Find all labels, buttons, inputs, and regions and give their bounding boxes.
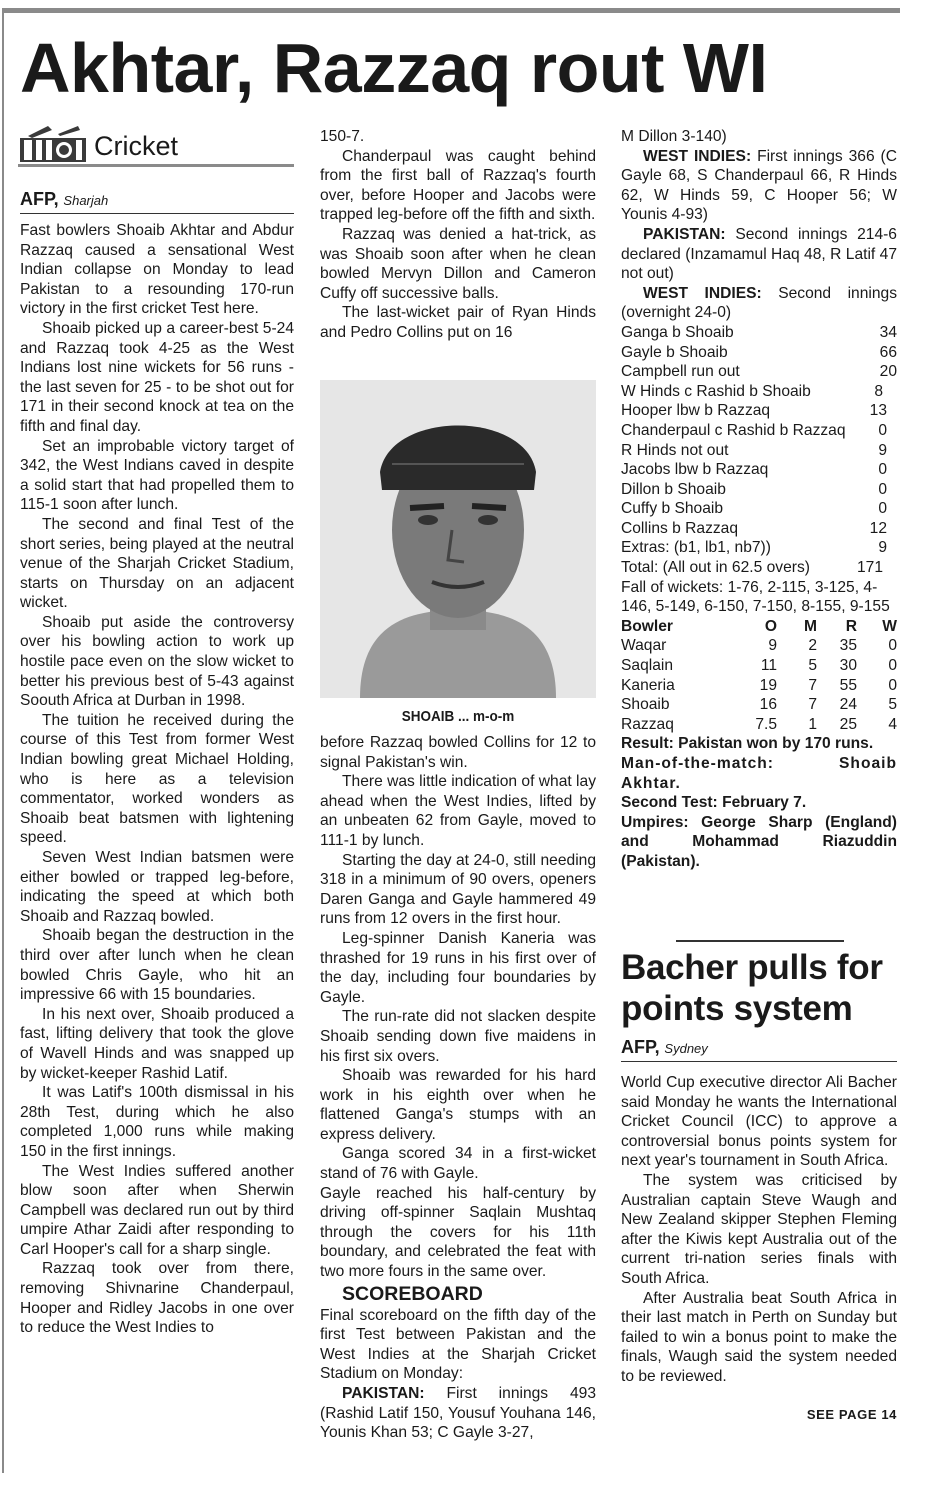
second-test-date: Second Test: February 7.	[621, 794, 807, 812]
article-column-2-bottom	[320, 733, 596, 1443]
paragraph: Set an improbable victory target of 342, the West Indians caved in despite a solid start that had propelled them to 115-1 soon after lunch.	[20, 437, 294, 514]
paragraph: Razzaq was denied a hat-trick, as was Shoaib soon after when he clean bowled Mervyn Dillon and Cameron Cuffy off successive balls.	[320, 225, 596, 302]
paragraph: The last-wicket pair of Ryan Hinds and Pedro Collins put on 16	[320, 304, 596, 341]
paragraph: Starting the day at 24-0, still needing 318 in a minimum of 90 overs, openers Daren Ganga and Gayle hammered 49 runs from 12 overs in the first hour.	[320, 851, 596, 928]
overs: 11	[760, 657, 777, 675]
umpires: Umpires: George Sharp (England) and Mohammad Riazuddin (Pakistan).	[621, 813, 897, 870]
runs: 24	[839, 696, 857, 714]
batsman: Extras: (b1, lb1, nb7))	[621, 539, 771, 557]
pak-first-innings	[320, 1384, 596, 1443]
paragraph: Chanderpaul was caught behind from the first ball of Razzaq's fourth over, before Hooper and Jacobs were trapped leg-before off the fifth and sixth.	[320, 147, 596, 224]
paragraph: The system was criticised by Australian captain Steve Waugh and New Zealand skipper Stephen Fleming after the Kiwis kept Australia out of the current tri-nation series finals with South Africa.	[621, 1171, 897, 1287]
batting-row	[621, 421, 897, 441]
article-column-2-top	[320, 127, 596, 343]
pak-second-innings	[621, 225, 897, 284]
batsman: Hooper lbw b Razzaq	[621, 402, 771, 420]
wickets: 0	[888, 637, 897, 655]
runs: 171	[856, 559, 883, 577]
batting-row	[621, 460, 897, 480]
batting-row	[621, 382, 897, 402]
col-header: R	[845, 617, 857, 635]
batting-row	[621, 343, 897, 363]
batting-row	[621, 362, 897, 382]
byline-place: Sydney	[664, 1041, 708, 1056]
cricket-bat-ball-icon	[18, 124, 90, 164]
section-rule	[18, 164, 294, 167]
batsman: R Hinds not out	[621, 441, 729, 459]
wi-second-innings	[621, 284, 897, 323]
byline-rule	[20, 213, 294, 214]
paragraph: It was Latif's 100th dismissal in his 28th Test, during which he also completed 1,000 runs while making 150 in the first innings.	[20, 1084, 294, 1160]
paragraph: Leg-spinner Danish Kaneria was thrashed for 19 runs in his first over of the day, including four boundaries by Gayle.	[320, 929, 596, 1006]
bowling-header	[621, 617, 897, 637]
team-label: PAKISTAN:	[643, 225, 726, 243]
maidens: 1	[808, 715, 817, 733]
bowler: Waqar	[621, 637, 667, 655]
runs: 55	[839, 676, 857, 694]
article-column-1	[20, 221, 294, 1338]
batsman: W Hinds c Rashid b Shoaib	[621, 382, 811, 400]
batting-row	[621, 323, 897, 343]
bowler: Shoaib	[621, 696, 670, 714]
wickets: 4	[888, 715, 897, 733]
bowling-row	[621, 715, 897, 735]
runs: 0	[878, 421, 887, 439]
left-border-rule	[2, 13, 4, 1473]
runs: 13	[869, 402, 887, 420]
overs: 7.5	[755, 715, 777, 733]
paragraph: 150-7.	[320, 128, 365, 145]
maidens: 2	[808, 637, 817, 655]
runs: 0	[878, 480, 887, 498]
bowling-row	[621, 656, 897, 676]
team-label: WEST INDIES:	[643, 147, 752, 165]
batsman: Campbell run out	[621, 363, 740, 381]
innings-text: First innings 366 (C Gayle 68, S Chanderpaul 66, R Hinds 62, W Hinds 59, C Hooper 56; W Younis 4-93)	[621, 147, 897, 224]
batsman: Chanderpaul c Rashid b Razzaq	[621, 421, 846, 439]
batsman: Collins b Razzaq	[621, 519, 739, 537]
man-of-the-match: Man-of-the-match: Shoaib Akhtar.	[621, 755, 897, 792]
main-byline	[20, 188, 108, 212]
innings-text: Second innings 214-6 declared (Inzamamul Haq 48, R Latif 47 not out)	[621, 225, 897, 283]
paragraph: The West Indies suffered another blow soon after when Sherwin Campbell was declared run out by third umpire Athar Zaidi after responding to Carl Hooper's call for a sharp single.	[20, 1162, 294, 1258]
total-row	[621, 558, 897, 578]
runs: 66	[879, 343, 897, 361]
runs: 34	[879, 323, 897, 341]
batsman: Total: (All out in 62.5 overs)	[621, 559, 810, 577]
overs: 16	[759, 696, 777, 714]
top-rule	[2, 8, 900, 13]
batsman: Dillon b Shoaib	[621, 480, 726, 498]
runs: 30	[839, 657, 857, 675]
player-portrait-icon	[320, 380, 596, 698]
runs: 0	[878, 461, 887, 479]
bowling-row	[621, 676, 897, 696]
byline-agency: AFP,	[621, 1037, 660, 1057]
innings-text: First innings 493 (Rashid Latif 150, Yousuf Youhana 146, Younis Khan 53; C Gayle 3-27,	[320, 1385, 596, 1442]
maidens: 5	[808, 657, 817, 675]
bowling-card	[621, 617, 897, 735]
paragraph: Fast bowlers Shoaib Akhtar and Abdur Razzaq caused a sensational West Indian collapse on Monday to lead Pakistan to a resounding 170-run victory in the first cricket Test here.	[20, 222, 294, 318]
wickets: 0	[888, 657, 897, 675]
main-headline: Akhtar, Razzaq rout WI	[20, 29, 768, 107]
bowler: Saqlain	[621, 657, 674, 675]
batsman: Jacobs lbw b Razzaq	[621, 461, 769, 479]
fall-of-wickets: Fall of wickets: 1-76, 2-115, 3-125, 4-146, 5-149, 6-150, 7-150, 8-155, 9-155	[621, 578, 890, 616]
extras-row	[621, 538, 897, 558]
runs: 9	[878, 539, 887, 557]
paragraph: Ganga scored 34 in a first-wicket stand of 76 with Gayle.	[320, 1145, 596, 1183]
runs: 35	[839, 637, 857, 655]
scoreboard-heading: SCOREBOARD	[342, 1282, 483, 1305]
byline-place: Sharjah	[63, 193, 109, 208]
paragraph: Shoaib put aside the controversy over his bowling action to work up hostile pace even on the slow wicket to better his previous best of 5-43 against Soouth Africa at Durban in 1998.	[20, 613, 294, 710]
batting-row	[621, 401, 897, 421]
wi-first-innings	[621, 147, 897, 225]
paragraph: Shoaib picked up a career-best 5-24 and Razzaq took 4-25 as the West Indians lost nine wickets for 56 runs - the last seven for 25 - to be shot out for 171 in their second knock at tea on the fifth and final day.	[20, 319, 294, 435]
bowler: Kaneria	[621, 676, 675, 694]
scoreboard-column	[621, 127, 897, 872]
paragraph: The second and final Test of the short series, being played at the neutral venue of the Sharjah Cricket Stadium, starts on Thursday on an adjacent wicket.	[20, 515, 294, 612]
maidens: 7	[808, 676, 817, 694]
runs: 9	[878, 441, 887, 459]
section-logo	[18, 124, 294, 168]
paragraph: Shoaib began the destruction in the third over after lunch when he clean bowled Chris Gayle, who hit an impressive 66 with 15 boundaries.	[20, 927, 294, 1004]
paragraph: In his next over, Shoaib produced a fast, lifting delivery that took the glove of Wavell Hinds and was snapped up by wicket-keeper Rashid Latif.	[20, 1005, 294, 1082]
runs: 20	[879, 363, 897, 381]
paragraph: Razzaq took over from there, removing Shivnarine Chanderpaul, Hooper and Ridley Jacobs in one over to reduce the West Indies to	[20, 1260, 294, 1337]
team-label: WEST INDIES:	[643, 284, 762, 302]
pak-first-innings-cont: M Dillon 3-140)	[621, 128, 727, 145]
paragraph: Shoaib was rewarded for his hard work in his eighth over when he flattened Ganga's stumps with an express delivery.	[320, 1067, 596, 1143]
col-header: Bowler	[621, 617, 673, 635]
batting-row	[621, 441, 897, 461]
wickets: 5	[888, 696, 897, 714]
runs: 0	[878, 500, 887, 518]
bowler: Razzaq	[621, 715, 674, 733]
paragraph: before Razzaq bowled Collins for 12 to signal Pakistan's win.	[320, 734, 596, 771]
col-header: W	[882, 617, 897, 635]
batting-card	[621, 323, 897, 578]
overs: 9	[768, 637, 777, 655]
runs: 8	[874, 382, 883, 400]
byline-agency: AFP,	[20, 189, 59, 209]
paragraph: World Cup executive director Ali Bacher said Monday he wants the International Cricket Council (ICC) to approve a controversial bonus points system for next year's tournament in South Africa.	[621, 1074, 897, 1170]
story-divider	[676, 940, 844, 942]
player-photo	[320, 380, 596, 698]
wickets: 0	[888, 676, 897, 694]
runs: 12	[869, 519, 887, 537]
bowling-row	[621, 636, 897, 656]
secondary-byline	[621, 1036, 708, 1060]
batting-row	[621, 480, 897, 500]
maidens: 7	[808, 696, 817, 714]
batting-row	[621, 499, 897, 519]
batsman: Cuffy b Shoaib	[621, 500, 724, 518]
batsman: Ganga b Shoaib	[621, 323, 734, 341]
runs: 25	[839, 715, 857, 733]
innings-text: Second innings (overnight 24-0)	[621, 284, 897, 322]
batsman: Gayle b Shoaib	[621, 343, 728, 361]
overs: 19	[759, 676, 777, 694]
col-header: M	[804, 617, 817, 635]
photo-caption: SHOAIB ... m-o-m	[401, 708, 515, 725]
scoreboard-intro: Final scoreboard on the fifth day of the first Test between Pakistan and the West Indies at the Sharjah Cricket Stadium on Monday:	[320, 1306, 596, 1383]
col-header: O	[764, 617, 777, 635]
paragraph: The tuition he received during the course of this Test from former West Indian bowling great Michael Holding, who is here as a television commentator, worked wonders as Shoaib beat batsmen with lightening speed.	[20, 711, 294, 847]
paragraph: Seven West Indian batsmen were either bowled or trapped leg-before, indicating the speed at which both Shoaib and Razzaq bowled.	[20, 849, 294, 925]
paragraph: There was little indication of what lay ahead when the West Indies, lifted by an unbeaten 62 from Gayle, moved to 111-1 by lunch.	[320, 773, 596, 849]
team-label: PAKISTAN:	[342, 1385, 425, 1402]
section-label: Cricket	[94, 131, 179, 161]
see-page-link[interactable]: SEE PAGE 14	[806, 1407, 897, 1422]
paragraph: After Australia beat South Africa in their last match in Perth on Sunday but failed to win a bonus point to make the finals, Waugh said the system needed to be reviewed.	[621, 1289, 897, 1385]
paragraph: Gayle reached his half-century by driving off-spinner Saqlain Mushtaq through the covers for his 11th boundary, and celebrated the feat with two more fours in the same over.	[320, 1184, 596, 1281]
bowling-row	[621, 695, 897, 715]
paragraph: The run-rate did not slacken despite Shoaib sending down five maidens in his first six overs.	[320, 1008, 596, 1065]
batting-row	[621, 519, 897, 539]
secondary-headline: Bacher pulls for points system	[621, 948, 883, 1028]
match-result: Result: Pakistan won by 170 runs.	[621, 735, 874, 753]
byline-rule	[621, 1061, 897, 1062]
secondary-article	[621, 1073, 897, 1387]
